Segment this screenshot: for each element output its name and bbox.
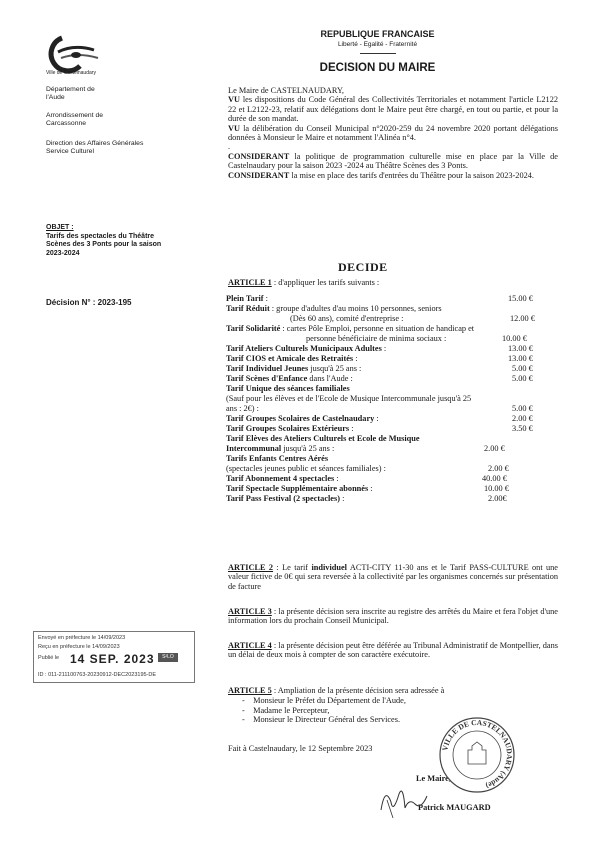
mayor-intro: Le Maire de CASTELNAUDARY, [228, 86, 344, 95]
tarif-eleves: Tarif Elèves des Ateliers Culturels et Ecole de Musique [226, 434, 420, 443]
signatory-name: Patrick MAUGARD [418, 803, 491, 812]
article-5: ARTICLE 5 : Ampliation de la présente décision sera adressée à - Monsieur le Préfet du Département de l'Aude, - Madame le Percepteur, - Monsieur le Directeur Général des Services. [228, 686, 558, 725]
place-date: Fait à Castelnaudary, le 12 Septembre 2023 [228, 744, 373, 753]
tarif-familiales-cont: (Sauf pour les élèves et de l'Ecole de Musique Intercommunale jusqu'à 25 [226, 394, 472, 403]
direction-line-2: Service Culturel [46, 148, 94, 156]
article-2: ARTICLE 2 : Le tarif individuel ACTI-CITY 11-30 ans et le Tarif PASS-CULTURE ont une valeur fictive de 0€ qui sera reversée à la collectivité par les organismes concernés sur présentation de facture [228, 563, 558, 591]
tarif-solidarite: Tarif Solidarité : cartes Pôle Emploi, personne en situation de handicap et [226, 324, 475, 333]
decide-heading: DECIDE [338, 260, 388, 274]
objet-line-1: Tarifs des spectacles du Théâtre [46, 233, 155, 240]
published-date-stamp: 14 SEP. 2023 [70, 652, 155, 666]
tarif-eleves-cont: Intercommunal jusqu'à 25 ans : 2.00 € [226, 444, 505, 453]
official-seal [438, 716, 516, 794]
stamp-badge: S²LO [158, 653, 178, 662]
department-block [46, 86, 206, 102]
tarif-supplementaire: Tarif Spectacle Supplémentaire abonnés : 10.00 € [226, 484, 509, 493]
tarif-groupes-exterieurs: Tarif Groupes Scolaires Extérieurs : 3.50 € [226, 424, 533, 433]
header-divider [360, 53, 396, 54]
ampliation-item: - Monsieur le Directeur Général des Services. [242, 715, 401, 725]
article-1: ARTICLE 1 : d'appliquer les tarifs suivants : [228, 278, 380, 287]
tarif-familiales: Tarif Unique des séances familiales [226, 384, 350, 393]
considerant-2: CONSIDERANT la mise en place des tarifs d'entrées du Théâtre pour la saison 2023-2024. [228, 170, 534, 180]
considerant-1: CONSIDERANT la politique de programmation culturelle mise en place par la Ville de Castelnaudary pour la saison 2023 -2024 au Théâtre Scènes des 3 Ponts. [228, 151, 558, 171]
ampliation-item: - Madame le Percepteur, [242, 705, 330, 715]
objet-label: OBJET : [46, 224, 74, 231]
stamp-id: ID : 011-211100763-20230912-DEC2023195-DE [38, 672, 157, 678]
tarif-reduit-cont: (Dès 60 ans), comité d'entreprise : 12.00 € [290, 314, 535, 323]
tarif-centres-cont: (spectacles jeunes public et séances familiales) : 2.00 € [226, 464, 509, 473]
separator-dot: . [228, 142, 231, 152]
page-title: DECISION DU MAIRE [319, 62, 436, 74]
article-3: ARTICLE 3 : la présente décision sera inscrite au registre des arrêtés du Maire et fera l'objet d'une information lors du prochain Conseil Municipal. [228, 607, 558, 626]
article-4: ARTICLE 4 : la présente décision peut être déférée au Tribunal Administratif de Montpellier, dans un délai de deux mois à compter de son caractère exécutoire. [228, 641, 558, 660]
tarif-ateliers: Tarif Ateliers Culturels Municipaux Adultes : 13.00 € [226, 344, 533, 353]
decision-number: Décision N° : 2023-195 [46, 298, 132, 307]
motto: Liberté - Egalité - Fraternité [337, 41, 418, 48]
tarif-cios: Tarif CIOS et Amicale des Retraités : 13.00 € [226, 354, 533, 363]
vu-1: VU les dispositions du Code Général des Collectivités Territoriales et notamment l'article L2122 22 et L2122-23, relatif aux délégations dont le Maire peut être chargé, en tout ou partie, et pour la durée de son mandat. [228, 95, 558, 124]
department-line-2: l'Aude [46, 94, 65, 102]
preamble [228, 86, 558, 180]
tarif-pass-festival: Tarif Pass Festival (2 spectacles) : 2.00€ [226, 494, 507, 503]
tarif-centres: Tarifs Enfants Centres Aérés [226, 454, 329, 463]
objet-text [46, 233, 211, 258]
seal-text: VILLE DE CASTELNAUDARY (Aude) [440, 717, 515, 791]
stamp-sent: Envoyé en préfecture le 14/09/2023 [38, 635, 126, 641]
department-line-1: Département de [46, 86, 95, 93]
tarif-plein: Plein Tarif : 15.00 € [226, 294, 533, 303]
vu-2: VU la délibération du Conseil Municipal n°2020-259 du 24 novembre 2020 portant délégations données à Monsieur le Maire et notamment l'Alinéa n°4. [228, 123, 558, 143]
svg-text:VILLE DE CASTELNAUDARY (Aude) [440, 718, 514, 791]
tarif-abonnement: Tarif Abonnement 4 spectacles : 40.00 € [226, 474, 507, 483]
tarif-list [226, 294, 556, 504]
arrondissement-block [46, 112, 206, 128]
logo-caption: Ville de Castelnaudary [46, 70, 96, 76]
arrondissement-line-1: Arrondissement de [46, 112, 104, 119]
ampliation-item: - Monsieur le Préfet du Département de l'Aude, [242, 696, 406, 706]
tarif-solidarite-cont: personne bénéficiaire de minima sociaux : 10.00 € [306, 334, 527, 343]
signature-image [375, 780, 445, 820]
stamp-published-label: Publié le [38, 655, 60, 661]
signatory-role: Le Maire, [416, 774, 451, 783]
tarif-reduit: Tarif Réduit : groupe d'adultes d'au moins 10 personnes, seniors [226, 304, 442, 313]
tarif-enfance: Tarif Scènes d'Enfance dans l'Aude : 5.00 € [226, 374, 533, 383]
arrondissement-line-2: Carcassonne [46, 120, 87, 128]
tarif-jeunes: Tarif Individuel Jeunes jusqu'à 25 ans : 5.00 € [226, 364, 533, 373]
objet-line-2: Scènes des 3 Ponts pour la saison [46, 241, 162, 249]
tarif-groupes-castelnaudary: Tarif Groupes Scolaires de Castelnaudary : 2.00 € [226, 414, 533, 423]
direction-block [46, 140, 206, 156]
objet-line-3: 2023-2024 [46, 249, 80, 257]
stamp-received: Reçu en préfecture le 14/09/2023 [38, 644, 120, 650]
tarif-familiales-cont-2: ans : 2€) : 5.00 € [226, 404, 533, 413]
direction-line-1: Direction des Affaires Générales [46, 140, 144, 147]
republique-francaise: REPUBLIQUE FRANCAISE [320, 29, 435, 39]
